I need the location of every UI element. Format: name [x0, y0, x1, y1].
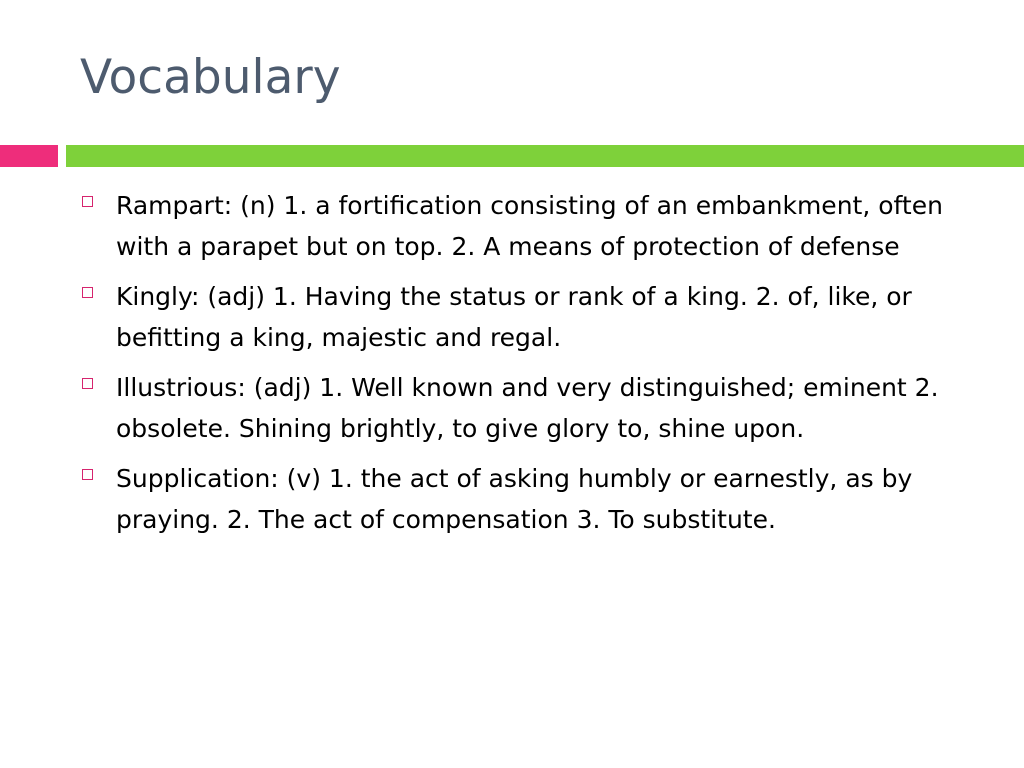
bullet-text: Kingly: (adj) 1. Having the status or rank of a king. 2. of, like, or befitting a king, majestic and regal.: [116, 282, 912, 352]
square-bullet-icon: [82, 378, 93, 389]
bullet-list: [80, 185, 980, 549]
bullet-text: Supplication: (v) 1. the act of asking humbly or earnestly, as by praying. 2. The act of compensation 3. To substitute.: [116, 464, 913, 534]
bullet-item-supplication: [80, 458, 980, 540]
bullet-item-illustrious: [80, 367, 980, 449]
square-bullet-icon: [82, 196, 93, 207]
bullet-text: Illustrious: (adj) 1. Well known and very distinguished; eminent 2. obsolete. Shining brightly, to give glory to, shine upon.: [116, 373, 939, 443]
accent-bar-green: [66, 145, 1024, 167]
accent-bar-pink: [0, 145, 58, 167]
slide-title: Vocabulary: [80, 50, 341, 105]
bullet-item-rampart: [80, 185, 980, 267]
bullet-text: Rampart: (n) 1. a fortification consisting of an embankment, often with a parapet but on top. 2. A means of protection of defense: [116, 191, 943, 261]
square-bullet-icon: [82, 469, 93, 480]
square-bullet-icon: [82, 287, 93, 298]
bullet-item-kingly: [80, 276, 980, 358]
